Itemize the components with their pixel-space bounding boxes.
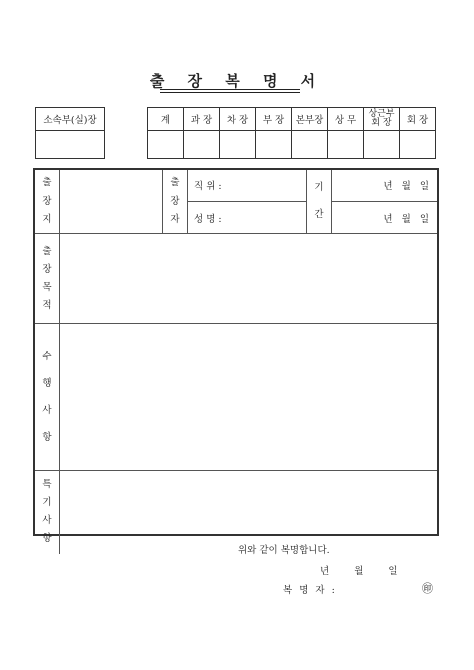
approval-sign-division-head[interactable] <box>292 131 328 159</box>
approval-header-staff: 계 <box>148 108 184 131</box>
traveler-label: 출 장 자 <box>163 170 188 234</box>
approval-sign-section-chief[interactable] <box>184 131 220 159</box>
destination-field[interactable] <box>60 170 163 234</box>
position-field[interactable]: 직 위 : <box>188 170 307 201</box>
dept-approval-box <box>35 107 105 159</box>
approval-header-section-chief: 과 장 <box>184 108 220 131</box>
approval-sign-chairman[interactable] <box>400 131 436 159</box>
remarks-label: 특 기 사 항 <box>35 471 60 554</box>
approval-sign-deputy[interactable] <box>220 131 256 159</box>
approval-header-division-head: 본부장 <box>292 108 328 131</box>
report-statement: 위와 같이 복명합니다. <box>238 545 330 556</box>
vice-chairman-text: 상근부 회 장 <box>368 108 395 128</box>
report-form <box>33 168 439 545</box>
approval-line-box <box>147 107 436 159</box>
name-field[interactable]: 성 명 : <box>188 201 307 233</box>
execution-label: 수 행 사 항 <box>35 324 60 471</box>
purpose-label: 출 장 목 적 <box>35 234 60 324</box>
approval-sign-managing-director[interactable] <box>328 131 364 159</box>
page-title: 출 장 복 명 서 <box>149 72 325 90</box>
destination-label: 출 장 지 <box>35 170 60 234</box>
dept-head-label: 소속부(실)장 <box>36 108 105 131</box>
approval-header-managing-director: 상 무 <box>328 108 364 131</box>
approval-header-vice-chairman <box>364 108 400 131</box>
purpose-field[interactable] <box>60 234 438 324</box>
seal-icon: ㊞ <box>422 582 433 595</box>
approval-header-chairman: 회 장 <box>400 108 436 131</box>
execution-field[interactable] <box>60 324 438 471</box>
period-label: 기 간 <box>307 170 332 234</box>
reporter-label: 복 명 자 : <box>283 585 337 596</box>
period-end-date[interactable]: 년 월 일 <box>332 201 438 233</box>
approval-sign-staff[interactable] <box>148 131 184 159</box>
period-start-date[interactable]: 년 월 일 <box>332 170 438 201</box>
approval-header-deputy: 차 장 <box>220 108 256 131</box>
title-underline-2 <box>160 92 300 93</box>
dept-head-signature[interactable] <box>36 131 105 159</box>
approval-sign-vice-chairman[interactable] <box>364 131 400 159</box>
report-date[interactable]: 년 월 일 <box>320 566 398 577</box>
approval-header-dept-head: 부 장 <box>256 108 292 131</box>
approval-sign-dept-head[interactable] <box>256 131 292 159</box>
title-underline <box>160 89 300 90</box>
report-form-table <box>35 170 437 554</box>
